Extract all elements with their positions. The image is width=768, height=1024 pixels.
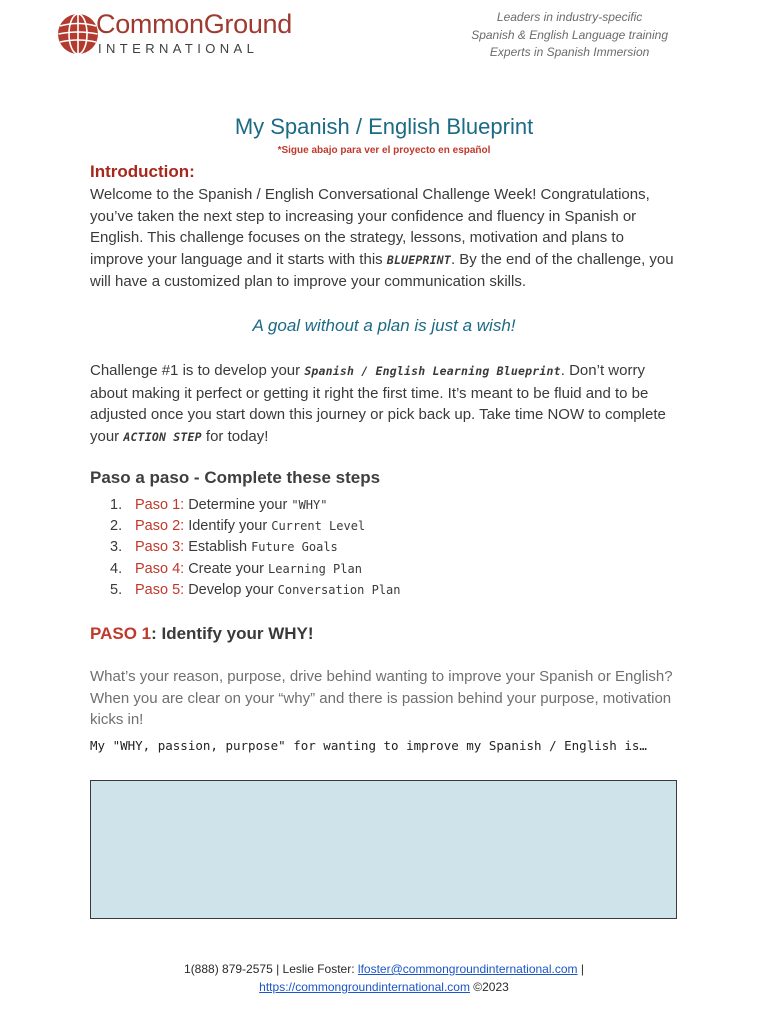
step-label: Paso 4: (135, 560, 185, 577)
footer-line (0, 961, 768, 979)
step-label: Paso 2: (135, 518, 185, 535)
why-prompt: My "WHY, passion, purpose" for wanting to improve my Spanish / English is… (90, 738, 647, 753)
step-number: 5. (110, 581, 123, 598)
email-link[interactable]: lfoster@commongroundinternational.com (357, 962, 578, 976)
page-title: My Spanish / English Blueprint (234, 114, 534, 139)
challenge-text: . Don’t worry about making it perfect or getting it right the first time. It’s meant to be fluid and to be adjusted once you start down this journey or pick back up. Take time NOW to complete your (90, 362, 666, 445)
paso1-key: PASO 1 (90, 624, 152, 643)
quote: A goal without a plan is just a wish! (252, 316, 516, 335)
why-question: What’s your reason, purpose, drive behind wanting to improve your Spanish or English? When you are clear on your “why” and there is passion behind your purpose, motivation kicks in! (90, 668, 673, 728)
step-text: Determine your (184, 497, 292, 513)
tagline-line: Leaders in industry-specific (496, 10, 643, 24)
title-note: *Sigue abajo para ver el proyecto en español (277, 145, 491, 156)
tagline-line: Experts in Spanish Immersion (489, 45, 650, 59)
paso1-rest: : Identify your WHY! (151, 624, 314, 643)
list-item (110, 516, 401, 537)
intro-text: Welcome to the Spanish / English Conversational Challenge Week! Congratulations, you’ve taken the next step to increasing your confidence and fluency in Spanish or English. This challenge focuses on the strategy, lessons, motivation and plans to improve your language and it starts with this (90, 186, 650, 268)
steps-list (110, 495, 401, 601)
step-number: 4. (110, 560, 123, 577)
step-number: 1. (110, 497, 123, 513)
step-target: Future Goals (251, 540, 338, 555)
tagline-line: Spanish & English Language training (471, 27, 668, 42)
website-link[interactable]: https://commongroundinternational.com (259, 979, 470, 994)
challenge-text: for today! (201, 427, 269, 445)
step-label: Paso 3: (135, 539, 185, 556)
learning-blueprint-emphasis: Spanish / English Learning Blueprint (304, 364, 561, 378)
action-step-emphasis: ACTION STEP (123, 429, 202, 444)
step-number: 2. (110, 518, 123, 535)
globe-icon (56, 12, 100, 56)
step-target: Conversation Plan (277, 582, 401, 597)
list-item (110, 559, 401, 580)
steps-heading: Paso a paso - Complete these steps (90, 468, 381, 487)
step-number: 3. (110, 539, 123, 556)
step-text: Create your (184, 560, 268, 577)
footer (0, 961, 768, 996)
intro-paragraph (90, 184, 680, 293)
intro-heading: Introduction: (90, 162, 195, 181)
challenge-paragraph (90, 360, 680, 448)
step-target: Learning Plan (268, 561, 362, 576)
step-target: "WHY" (291, 498, 328, 512)
challenge-text: Challenge #1 is to develop your (90, 362, 305, 379)
footer-phone: 1(888) 879-2575 | Leslie Foster: (184, 962, 358, 976)
intro-text: . By the end of the challenge, you will have a customized plan to improve your communication skills. (90, 250, 674, 290)
step-text: Identify your (184, 518, 272, 535)
footer-line (0, 979, 768, 997)
step-label: Paso 1: (135, 497, 185, 513)
step-target: Current Level (271, 519, 366, 534)
blueprint-emphasis: BLUEPRINT (386, 252, 451, 267)
list-item (110, 537, 401, 558)
list-item (110, 580, 401, 601)
step-text: Establish (184, 539, 252, 556)
list-item (110, 495, 401, 516)
footer-separator: | (577, 962, 584, 976)
answer-box[interactable] (90, 780, 677, 919)
copyright: ©2023 (469, 979, 509, 994)
brand-name: CommonGround (96, 9, 292, 39)
paso1-heading (90, 624, 314, 644)
step-label: Paso 5: (135, 581, 185, 598)
tagline (471, 9, 668, 62)
brand-subtitle: INTERNATIONAL (98, 41, 259, 56)
step-text: Develop your (184, 581, 278, 598)
